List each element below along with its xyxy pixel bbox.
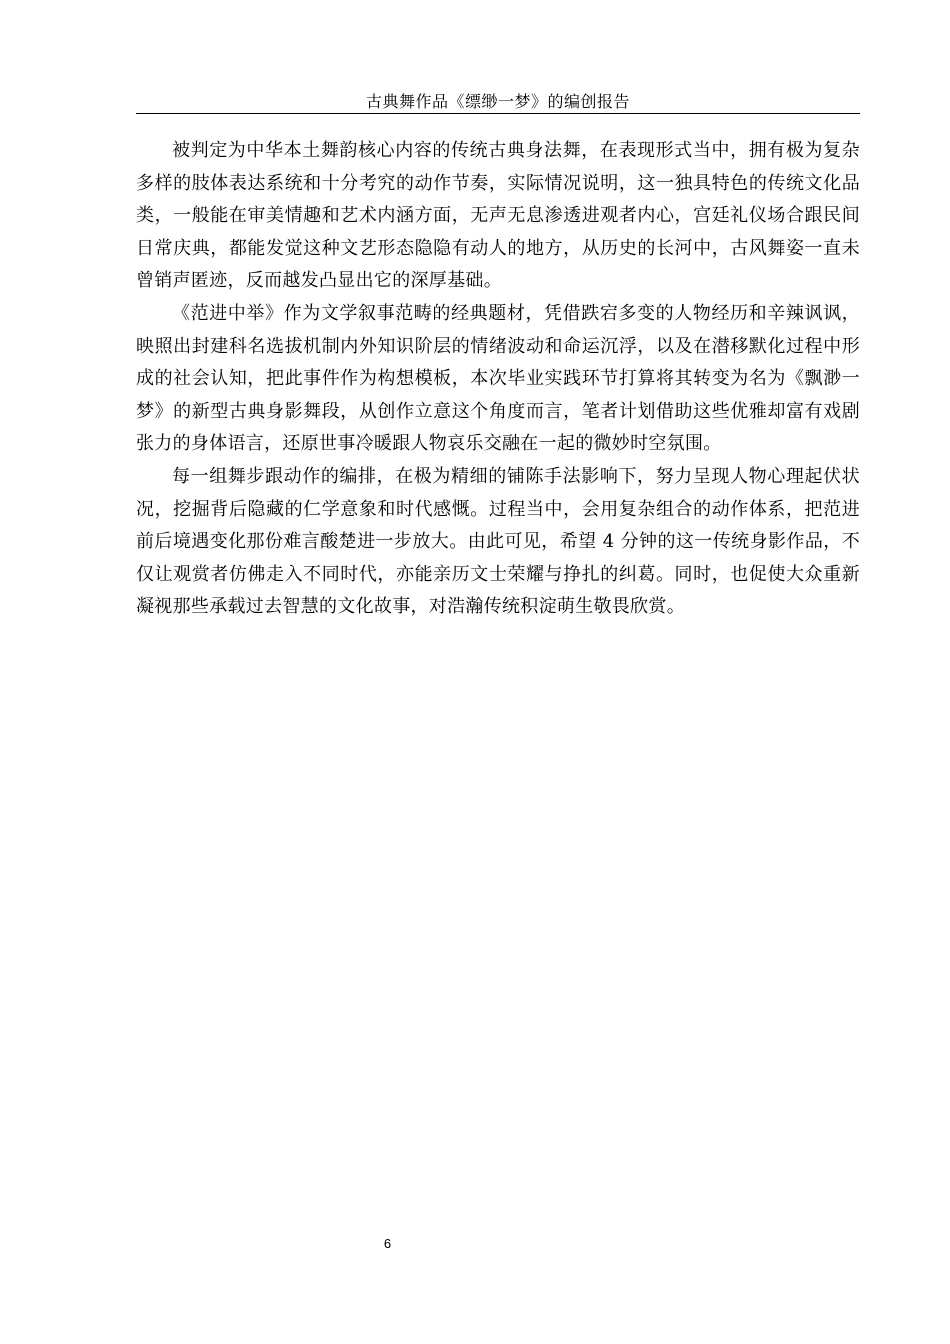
paragraph-2: 《范进中举》作为文学叙事范畴的经典题材，凭借跌宕多变的人物经历和辛辣讽讽，映照出封建科名选拔机制内外知识阶层的情绪波动和命运沉浮，以及在潜移默化过程中形成的社会认知，把此事件作为构想模板，本次毕业实践环节打算将其转变为名为《飘渺一梦》的新型古典身影舞段，从创作立意这个角度而言，笔者计划借助这些优雅却富有戏剧张力的身体语言，还原世事冷暖跟人物哀乐交融在一起的微妙时空氛围。 — [136, 302, 860, 455]
page-number: 6 — [383, 1236, 392, 1251]
document-title: 古典舞作品《缥缈一梦》的编创报告 — [365, 92, 630, 111]
paragraph-3: 每一组舞步跟动作的编排，在极为精细的铺陈手法影响下，努力呈现人物心理起伏状况，挖掘背后隐藏的仁学意象和时代感慨。过程当中，会用复杂组合的动作体系，把范进前后境遇变化那份难言酸楚进一步放大。由此可见，希望 4 分钟的这一传统身影作品，不仅让观赏者仿佛走入不同时代，亦能亲历文士荣耀与挣扎的纠葛。同时，也促使大众重新凝视那些承载过去智慧的文化故事，对浩瀚传统积淀萌生敬畏欣赏。 — [136, 465, 860, 618]
page-header — [136, 90, 860, 114]
body-text — [136, 135, 860, 624]
paragraph-1: 被判定为中华本土舞韵核心内容的传统古典身法舞，在表现形式当中，拥有极为复杂多样的肢体表达系统和十分考究的动作节奏，实际情况说明，这一独具特色的传统文化品类，一般能在审美情趣和艺术内涵方面，无声无息渗透进观者内心，宫廷礼仪场合跟民间日常庆典，都能发觉这种文艺形态隐隐有动人的地方，从历史的长河中，古风舞姿一直未曾销声匿迹，反而越发凸显出它的深厚基础。 — [136, 140, 860, 292]
